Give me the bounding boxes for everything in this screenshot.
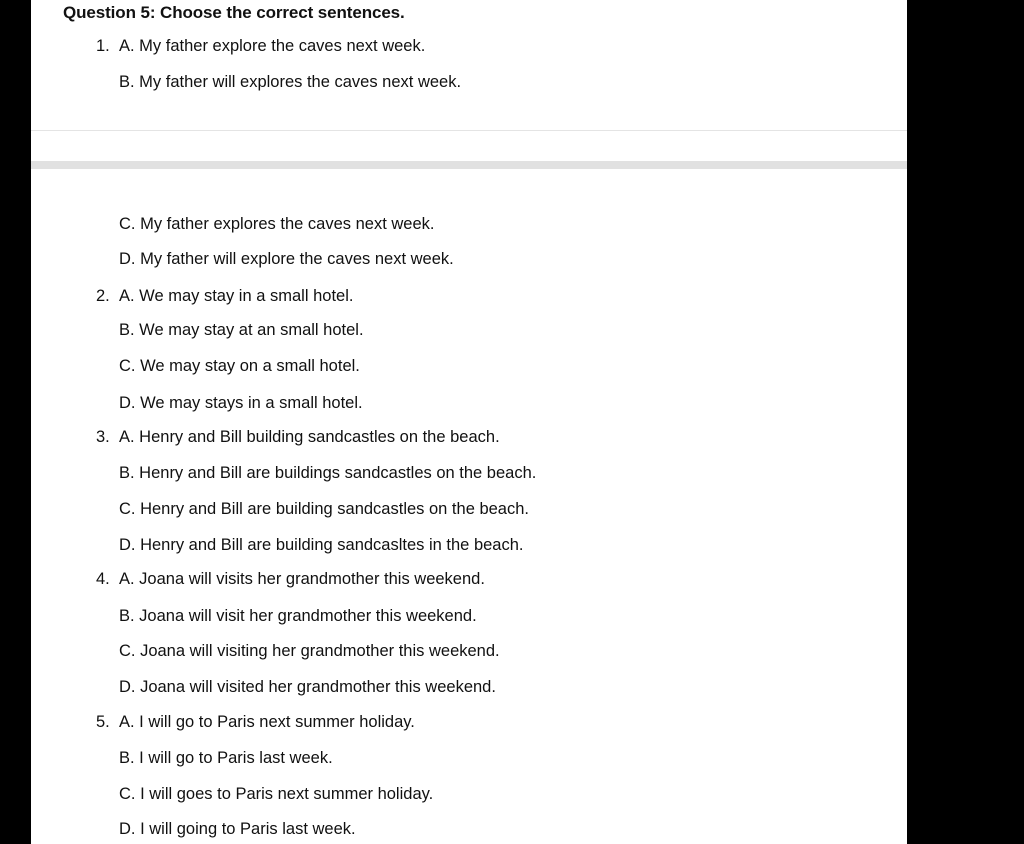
question-heading: Question 5: Choose the correct sentences.: [63, 3, 405, 22]
question-3-option-d: D. Henry and Bill are building sandcasltes in the beach.: [119, 536, 524, 554]
question-1-number: 1.: [96, 37, 110, 55]
question-5-option-b: B. I will go to Paris last week.: [119, 749, 333, 767]
question-3-option-c: C. Henry and Bill are building sandcastles on the beach.: [119, 500, 529, 518]
question-5-number: 5.: [96, 713, 110, 731]
question-4-option-c: C. Joana will visiting her grandmother this weekend.: [119, 642, 500, 660]
question-3-option-b: B. Henry and Bill are buildings sandcastles on the beach.: [119, 464, 537, 482]
question-2-option-d: D. We may stays in a small hotel.: [119, 394, 363, 412]
question-2-option-c: C. We may stay on a small hotel.: [119, 357, 360, 375]
viewer-left-margin: [0, 0, 31, 844]
question-1-option-d: D. My father will explore the caves next week.: [119, 250, 454, 268]
question-5-option-d: D. I will going to Paris last week.: [119, 820, 356, 838]
question-2-number: 2.: [96, 287, 110, 305]
page-separator: [31, 161, 907, 169]
question-2-option-a: A. We may stay in a small hotel.: [119, 287, 354, 305]
question-1-option-a: A. My father explore the caves next week.: [119, 37, 426, 55]
question-1-option-b: B. My father will explores the caves next week.: [119, 73, 462, 91]
question-3-number: 3.: [96, 428, 110, 446]
page-1-bottom-margin: [31, 131, 907, 161]
question-4-option-d: D. Joana will visited her grandmother this weekend.: [119, 678, 496, 696]
question-4-option-a: A. Joana will visits her grandmother this weekend.: [119, 570, 485, 588]
question-1-option-c: C. My father explores the caves next week.: [119, 215, 435, 233]
question-4-number: 4.: [96, 570, 110, 588]
question-2-option-b: B. We may stay at an small hotel.: [119, 321, 364, 339]
question-5-option-a: A. I will go to Paris next summer holiday.: [119, 713, 415, 731]
question-5-option-c: C. I will goes to Paris next summer holiday.: [119, 785, 434, 803]
question-4-option-b: B. Joana will visit her grandmother this weekend.: [119, 607, 477, 625]
question-3-option-a: A. Henry and Bill building sandcastles on the beach.: [119, 428, 500, 446]
